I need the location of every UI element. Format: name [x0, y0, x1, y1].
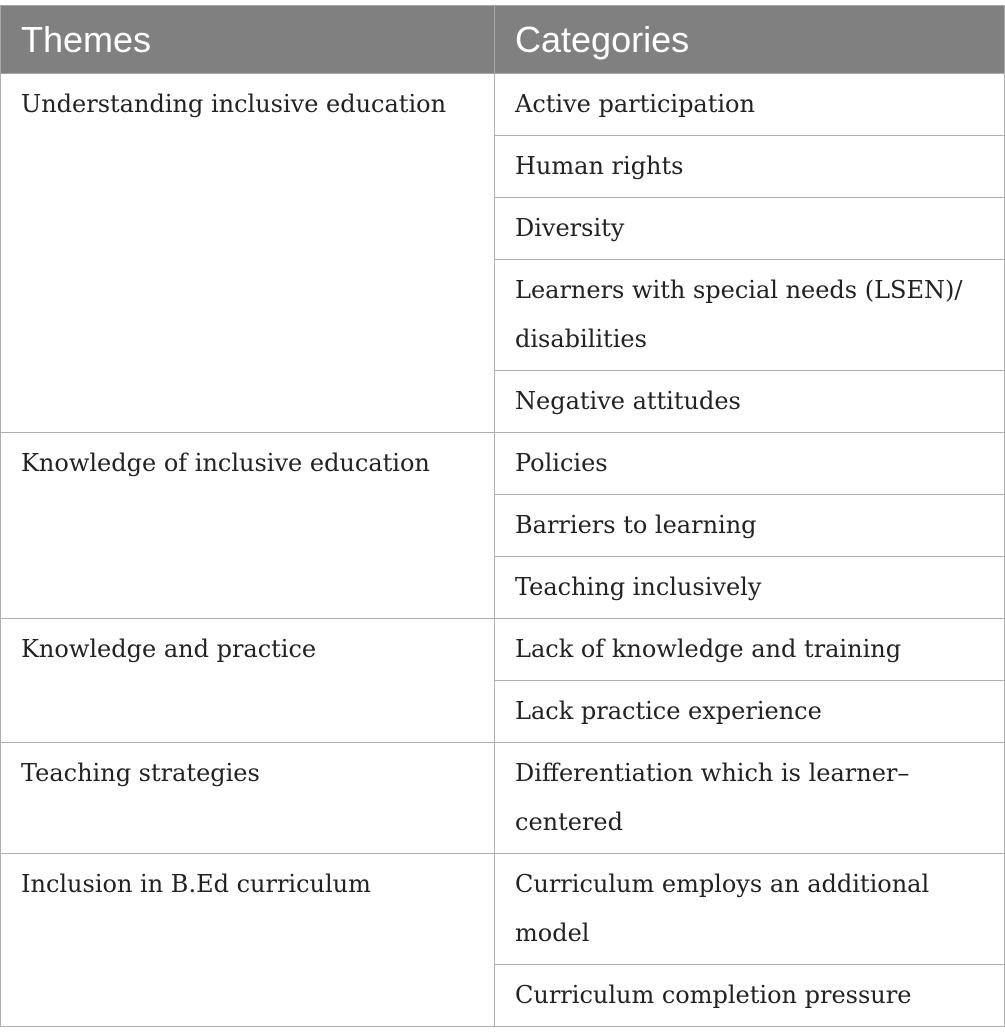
table-row: [1, 74, 1005, 136]
category-cell: Curriculum employs an additional model: [495, 854, 1005, 965]
theme-cell: Inclusion in B.Ed curriculum: [1, 854, 495, 1027]
category-cell: Negative attitudes: [495, 371, 1005, 433]
table-row: [1, 433, 1005, 495]
themes-categories-table-container: [0, 5, 1004, 1027]
theme-cell: Teaching strategies: [1, 743, 495, 854]
theme-cell: Knowledge of inclusive education: [1, 433, 495, 619]
category-cell: Curriculum completion pressure: [495, 965, 1005, 1027]
category-cell: Human rights: [495, 136, 1005, 198]
theme-cell: Understanding inclusive education: [1, 74, 495, 433]
category-cell: Learners with special needs (LSEN)/ disabilities: [495, 260, 1005, 371]
category-cell: Differentiation which is learner–centered: [495, 743, 1005, 854]
header-row: [1, 6, 1005, 74]
category-cell: Barriers to learning: [495, 495, 1005, 557]
table-row: [1, 743, 1005, 854]
category-cell: Lack practice experience: [495, 681, 1005, 743]
header-categories: Categories: [495, 6, 1005, 74]
category-cell: Diversity: [495, 198, 1005, 260]
table-row: [1, 619, 1005, 681]
theme-cell: Knowledge and practice: [1, 619, 495, 743]
themes-categories-table: [0, 5, 1005, 1027]
category-cell: Active participation: [495, 74, 1005, 136]
table-body: [1, 74, 1005, 1027]
header-themes: Themes: [1, 6, 495, 74]
category-cell: Lack of knowledge and training: [495, 619, 1005, 681]
category-cell: Policies: [495, 433, 1005, 495]
table-row: [1, 854, 1005, 965]
category-cell: Teaching inclusively: [495, 557, 1005, 619]
table-header: [1, 6, 1005, 74]
